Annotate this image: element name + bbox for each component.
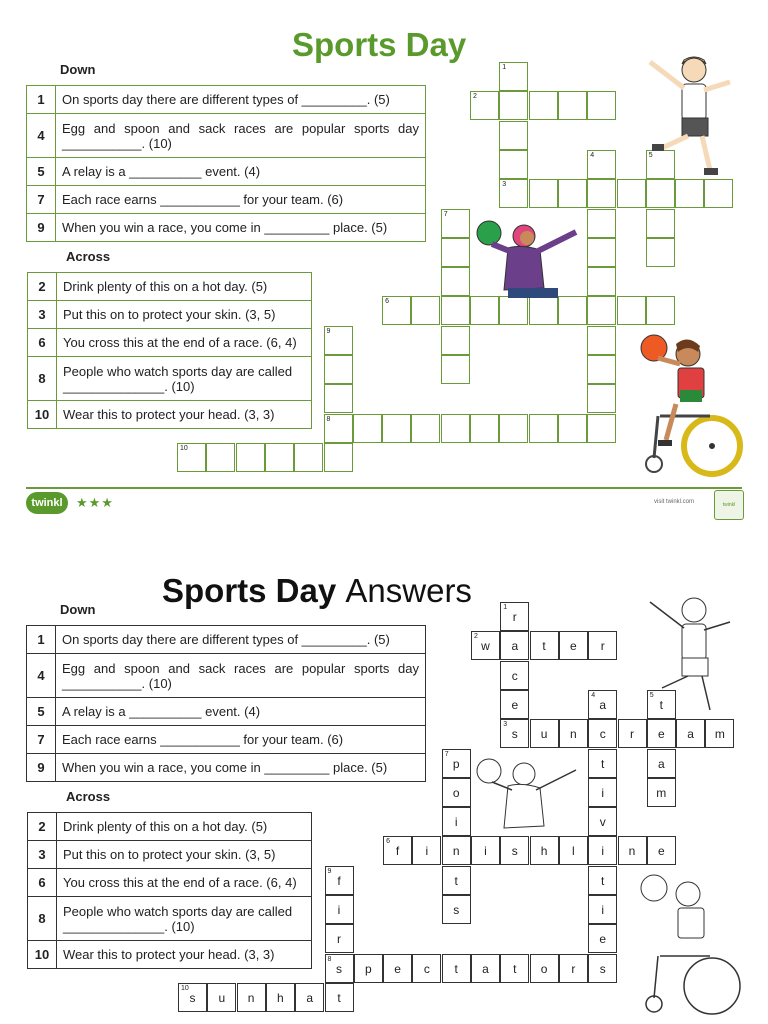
- clue-text: You cross this at the end of a race. (6, 4): [57, 869, 312, 897]
- cell-letter: s: [511, 844, 518, 859]
- cell-letter: p: [364, 961, 372, 976]
- cell-letter: h: [540, 844, 548, 859]
- crossword-cell[interactable]: [558, 179, 587, 208]
- cell-letter: c: [511, 668, 518, 683]
- crossword-cell[interactable]: [441, 267, 470, 296]
- clue-row: [27, 698, 426, 726]
- cell-letter: t: [601, 873, 605, 888]
- crossword-cell[interactable]: [324, 414, 353, 443]
- crossword-cell[interactable]: [265, 443, 294, 472]
- puzzle-title: Sports Day: [292, 26, 467, 63]
- cell-letter: m: [656, 785, 667, 800]
- crossword-cell[interactable]: [236, 443, 265, 472]
- down-heading: Down: [60, 602, 96, 617]
- clue-row: [28, 301, 312, 329]
- girl-throwing-ball-illustration: [472, 218, 587, 300]
- crossword-cell[interactable]: [499, 179, 528, 208]
- crossword-cell: [325, 983, 354, 1012]
- cell-letter: f: [395, 844, 400, 859]
- crossword-cell: [588, 719, 617, 748]
- cell-letter: c: [599, 727, 606, 742]
- across-clues-table: [27, 272, 312, 429]
- cell-number: 5: [649, 691, 654, 699]
- wheelchair-child-lineart: [636, 870, 746, 1020]
- crossword-cell[interactable]: [441, 209, 470, 238]
- clue-number: 8: [28, 897, 57, 941]
- clue-text: Each race earns ___________ for your team. (6): [56, 726, 426, 754]
- answers-title-bold: Sports Day: [162, 572, 337, 609]
- crossword-cell[interactable]: [353, 414, 382, 443]
- cell-letter: i: [601, 844, 605, 859]
- crossword-cell: [588, 924, 617, 953]
- crossword-cell[interactable]: [324, 384, 353, 413]
- clue-row: [28, 869, 312, 897]
- running-boy-lineart: [640, 592, 740, 720]
- clue-number: 2: [28, 813, 57, 841]
- clue-row: [28, 813, 312, 841]
- cell-number: 7: [444, 750, 449, 758]
- crossword-cell[interactable]: [646, 296, 675, 325]
- crossword-cell: [354, 954, 383, 983]
- crossword-cell: [647, 836, 676, 865]
- cell-number: 10: [180, 444, 188, 452]
- cell-letter: m: [714, 727, 725, 742]
- crossword-cell: [530, 631, 559, 660]
- answers-title-light: Answers: [345, 572, 472, 609]
- down-clues-table: [26, 85, 426, 242]
- crossword-cell[interactable]: [529, 414, 558, 443]
- cell-number: 8: [327, 955, 332, 963]
- crossword-cell: [237, 983, 266, 1012]
- cell-letter: i: [601, 903, 605, 917]
- visit-link[interactable]: visit twinkl.com: [654, 499, 695, 505]
- cell-number: 2: [473, 93, 477, 101]
- crossword-cell: [705, 719, 734, 748]
- wheelchair-child-illustration: [636, 330, 746, 480]
- crossword-cell[interactable]: [587, 326, 616, 355]
- crossword-cell: [471, 631, 500, 660]
- cell-letter: i: [337, 903, 341, 917]
- clue-text: Put this on to protect your skin. (3, 5): [57, 841, 312, 869]
- clue-number: 10: [28, 941, 57, 969]
- clue-number: 7: [27, 186, 56, 214]
- cell-letter: o: [540, 961, 548, 976]
- clue-number: 9: [27, 754, 56, 782]
- clue-text: Each race earns ___________ for your team. (6): [56, 186, 426, 214]
- crossword-cell: [588, 631, 617, 660]
- crossword-cell: [500, 690, 529, 719]
- clue-text: Egg and spoon and sack races are popular sports day ___________. (10): [56, 114, 426, 158]
- clue-text: A relay is a __________ event. (4): [56, 698, 426, 726]
- crossword-cell[interactable]: [587, 355, 616, 384]
- clue-number: 5: [27, 158, 56, 186]
- cell-letter: a: [599, 697, 607, 712]
- crossword-cell[interactable]: [470, 91, 499, 120]
- cell-letter: f: [337, 873, 341, 888]
- crossword-cell: [530, 954, 559, 983]
- crossword-cell: [588, 778, 617, 807]
- crossword-cell[interactable]: [587, 179, 616, 208]
- clue-text: On sports day there are different types of _________. (5): [56, 626, 426, 654]
- crossword-cell: [588, 807, 617, 836]
- crossword-cell[interactable]: [558, 91, 587, 120]
- crossword-cell[interactable]: [441, 238, 470, 267]
- cell-number: 9: [326, 327, 331, 335]
- clue-number: 3: [28, 841, 57, 869]
- crossword-cell[interactable]: [529, 296, 558, 325]
- clue-number: 2: [28, 273, 57, 301]
- crossword-cell: [471, 836, 500, 865]
- cell-number: 6: [385, 298, 389, 306]
- crossword-cell[interactable]: [529, 91, 558, 120]
- clue-row: [28, 941, 312, 969]
- clue-number: 9: [27, 214, 56, 242]
- crossword-cell: [588, 866, 617, 895]
- crossword-cell[interactable]: [499, 296, 528, 325]
- cell-letter: n: [570, 727, 577, 742]
- cell-letter: p: [452, 756, 460, 771]
- crossword-cell[interactable]: [587, 150, 616, 179]
- crossword-cell[interactable]: [499, 62, 528, 91]
- crossword-cell[interactable]: [587, 91, 616, 120]
- crossword-cell[interactable]: [411, 414, 440, 443]
- clue-row: [27, 186, 426, 214]
- clue-number: 6: [28, 329, 57, 357]
- crossword-cell: [295, 983, 324, 1012]
- cell-number: 3: [503, 721, 508, 729]
- crossword-cell[interactable]: [499, 121, 528, 150]
- crossword-cell[interactable]: [646, 238, 675, 267]
- clue-number: 5: [27, 698, 56, 726]
- crossword-cell[interactable]: [441, 414, 470, 443]
- clue-row: [27, 654, 426, 698]
- crossword-cell[interactable]: [587, 209, 616, 238]
- clue-row: [27, 114, 426, 158]
- crossword-cell: [588, 836, 617, 865]
- cell-letter: i: [484, 844, 487, 859]
- clue-text: People who watch sports day are called ______________. (10): [57, 897, 312, 941]
- clue-text: Wear this to protect your head. (3, 3): [57, 941, 312, 969]
- cell-number: 3: [502, 181, 507, 189]
- footer-divider: [26, 487, 742, 489]
- cell-letter: v: [599, 815, 606, 830]
- crossword-cell[interactable]: [587, 267, 616, 296]
- crossword-cell: [500, 719, 529, 748]
- clue-number: 4: [27, 654, 56, 698]
- cell-letter: s: [336, 961, 342, 976]
- cell-letter: i: [454, 815, 458, 830]
- crossword-cell[interactable]: [206, 443, 235, 472]
- crossword-cell: [500, 954, 529, 983]
- cell-letter: n: [628, 844, 636, 859]
- answers-down-clues-table: [26, 625, 426, 782]
- crossword-cell[interactable]: [441, 355, 470, 384]
- crossword-cell[interactable]: [470, 414, 499, 443]
- cell-letter: e: [599, 932, 607, 947]
- star-rating: ★★★: [76, 495, 114, 510]
- clue-row: [27, 626, 426, 654]
- cell-number: 10: [181, 984, 189, 992]
- clue-number: 1: [27, 86, 56, 114]
- cell-letter: r: [630, 727, 634, 742]
- clue-row: [28, 329, 312, 357]
- crossword-cell[interactable]: [587, 414, 616, 443]
- crossword-cell[interactable]: [441, 296, 470, 325]
- crossword-cell: [647, 749, 676, 778]
- cell-number: 4: [591, 691, 596, 699]
- crossword-cell: [618, 836, 647, 865]
- crossword-cell: [500, 631, 529, 660]
- crossword-cell: [442, 954, 471, 983]
- clue-number: 8: [28, 357, 57, 401]
- cell-letter: r: [337, 932, 341, 947]
- cell-letter: s: [599, 961, 606, 976]
- cell-letter: t: [542, 639, 546, 654]
- cell-letter: a: [306, 990, 314, 1005]
- crossword-cell[interactable]: [646, 209, 675, 238]
- cell-letter: r: [571, 961, 576, 976]
- crossword-cell: [325, 924, 354, 953]
- crossword-cell[interactable]: [411, 296, 440, 325]
- cell-letter: t: [454, 961, 458, 976]
- crossword-cell[interactable]: [382, 296, 411, 325]
- cell-number: 1: [503, 604, 508, 611]
- cell-letter: u: [218, 990, 226, 1005]
- running-boy-illustration: [640, 52, 740, 180]
- crossword-cell: [500, 836, 529, 865]
- cell-letter: a: [687, 727, 694, 742]
- clue-row: [28, 357, 312, 401]
- crossword-cell[interactable]: [324, 355, 353, 384]
- clue-row: [27, 214, 426, 242]
- cell-number: 8: [326, 415, 331, 423]
- cell-letter: e: [657, 844, 665, 859]
- clue-number: 7: [27, 726, 56, 754]
- clue-text: Egg and spoon and sack races are popular sports day ___________. (10): [56, 654, 426, 698]
- clue-row: [28, 273, 312, 301]
- twinkl-logo: twinkl: [26, 492, 68, 514]
- cell-letter: t: [513, 961, 517, 976]
- crossword-cell: [207, 983, 236, 1012]
- crossword-cell: [383, 836, 412, 865]
- crossword-cell: [647, 719, 676, 748]
- crossword-cell: [588, 690, 617, 719]
- crossword-cell[interactable]: [470, 296, 499, 325]
- crossword-cell[interactable]: [294, 443, 323, 472]
- cell-letter: w: [481, 639, 490, 654]
- crossword-cell: [559, 836, 588, 865]
- crossword-cell: [530, 836, 559, 865]
- cell-letter: o: [452, 785, 460, 800]
- clue-row: [28, 897, 312, 941]
- crossword-cell: [559, 954, 588, 983]
- crossword-cell[interactable]: [324, 443, 353, 472]
- crossword-cell[interactable]: [558, 414, 587, 443]
- clue-number: 1: [27, 626, 56, 654]
- cell-letter: a: [657, 756, 665, 771]
- crossword-cell[interactable]: [177, 443, 206, 472]
- crossword-cell[interactable]: [675, 179, 704, 208]
- cell-letter: s: [189, 990, 196, 1005]
- cell-letter: u: [540, 727, 548, 742]
- crossword-cell[interactable]: [587, 384, 616, 413]
- crossword-cell[interactable]: [587, 238, 616, 267]
- across-heading: Across: [66, 249, 111, 264]
- crossword-cell[interactable]: [499, 414, 528, 443]
- crossword-cell: [500, 602, 529, 631]
- crossword-cell: [618, 719, 647, 748]
- clue-row: [27, 86, 426, 114]
- clue-text: A relay is a __________ event. (4): [56, 158, 426, 186]
- cell-letter: t: [601, 756, 605, 771]
- clue-text: Wear this to protect your head. (3, 3): [57, 401, 312, 429]
- crossword-cell: [383, 954, 412, 983]
- down-heading: Down: [60, 62, 96, 77]
- clue-text: On sports day there are different types of _________. (5): [56, 86, 426, 114]
- across-heading: Across: [66, 789, 111, 804]
- crossword-cell[interactable]: [587, 296, 616, 325]
- crossword-cell: [442, 895, 471, 924]
- clue-row: [28, 841, 312, 869]
- crossword-cell: [559, 631, 588, 660]
- crossword-cell[interactable]: [558, 296, 587, 325]
- crossword-cell[interactable]: [441, 326, 470, 355]
- quality-badge-icon: twinkl: [714, 490, 744, 520]
- clue-text: When you win a race, you come in _________ place. (5): [56, 214, 426, 242]
- clue-row: [28, 401, 312, 429]
- clue-number: 3: [28, 301, 57, 329]
- clue-number: 6: [28, 869, 57, 897]
- crossword-cell[interactable]: [617, 296, 646, 325]
- cell-number: 2: [474, 633, 478, 641]
- crossword-cell[interactable]: [529, 179, 558, 208]
- crossword-cell: [559, 719, 588, 748]
- clue-text: People who watch sports day are called ______________. (10): [57, 357, 312, 401]
- crossword-cell: [442, 749, 471, 778]
- cell-letter: a: [482, 961, 489, 976]
- clue-text: Drink plenty of this on a hot day. (5): [57, 273, 312, 301]
- crossword-cell: [588, 954, 617, 983]
- clue-row: [27, 726, 426, 754]
- crossword-cell[interactable]: [324, 326, 353, 355]
- cell-letter: e: [511, 697, 519, 712]
- cell-letter: i: [425, 844, 429, 859]
- crossword-cell: [530, 719, 559, 748]
- crossword-cell[interactable]: [617, 179, 646, 208]
- clue-text: You cross this at the end of a race. (6, 4): [57, 329, 312, 357]
- crossword-cell[interactable]: [646, 179, 675, 208]
- cell-letter: t: [659, 697, 663, 712]
- cell-letter: e: [570, 639, 577, 654]
- crossword-cell: [325, 895, 354, 924]
- cell-number: 7: [443, 210, 448, 218]
- crossword-cell: [500, 661, 529, 690]
- crossword-cell: [471, 954, 500, 983]
- cell-letter: s: [453, 903, 460, 917]
- crossword-cell: [442, 778, 471, 807]
- cell-letter: r: [512, 610, 517, 624]
- crossword-cell: [647, 778, 676, 807]
- cell-number: 5: [648, 151, 653, 159]
- cell-letter: l: [572, 844, 575, 859]
- cell-letter: n: [452, 844, 460, 859]
- crossword-cell[interactable]: [499, 150, 528, 179]
- clue-number: 10: [28, 401, 57, 429]
- cell-letter: h: [277, 990, 284, 1005]
- crossword-cell: [412, 836, 441, 865]
- cell-letter: n: [247, 990, 255, 1005]
- crossword-cell[interactable]: [499, 91, 528, 120]
- cell-letter: e: [657, 727, 665, 742]
- cell-letter: a: [511, 639, 519, 654]
- crossword-cell: [266, 983, 295, 1012]
- crossword-cell: [676, 719, 705, 748]
- crossword-cell: [412, 954, 441, 983]
- cell-number: 9: [327, 867, 332, 875]
- cell-letter: t: [337, 990, 341, 1005]
- cell-number: 6: [386, 838, 390, 846]
- answers-title: [162, 572, 472, 610]
- cell-letter: i: [601, 785, 605, 800]
- clue-row: [27, 158, 426, 186]
- cell-letter: s: [511, 727, 518, 742]
- crossword-cell: [325, 954, 354, 983]
- clue-row: [27, 754, 426, 782]
- cell-letter: c: [423, 961, 430, 976]
- clue-text: Put this on to protect your skin. (3, 5): [57, 301, 312, 329]
- clue-text: When you win a race, you come in _________ place. (5): [56, 754, 426, 782]
- crossword-cell[interactable]: [704, 179, 733, 208]
- cell-number: 1: [502, 64, 507, 71]
- cell-letter: t: [454, 873, 458, 888]
- crossword-cell: [178, 983, 207, 1012]
- crossword-cell: [442, 866, 471, 895]
- cell-number: 4: [590, 151, 595, 159]
- crossword-cell: [588, 749, 617, 778]
- cell-letter: e: [394, 961, 401, 976]
- girl-throwing-ball-lineart: [472, 756, 587, 838]
- crossword-cell: [442, 836, 471, 865]
- clue-text: Drink plenty of this on a hot day. (5): [57, 813, 312, 841]
- cell-letter: r: [600, 639, 605, 654]
- clue-number: 4: [27, 114, 56, 158]
- answers-across-clues-table: [27, 812, 312, 969]
- crossword-cell: [588, 895, 617, 924]
- crossword-cell: [442, 807, 471, 836]
- crossword-cell[interactable]: [382, 414, 411, 443]
- crossword-cell: [325, 866, 354, 895]
